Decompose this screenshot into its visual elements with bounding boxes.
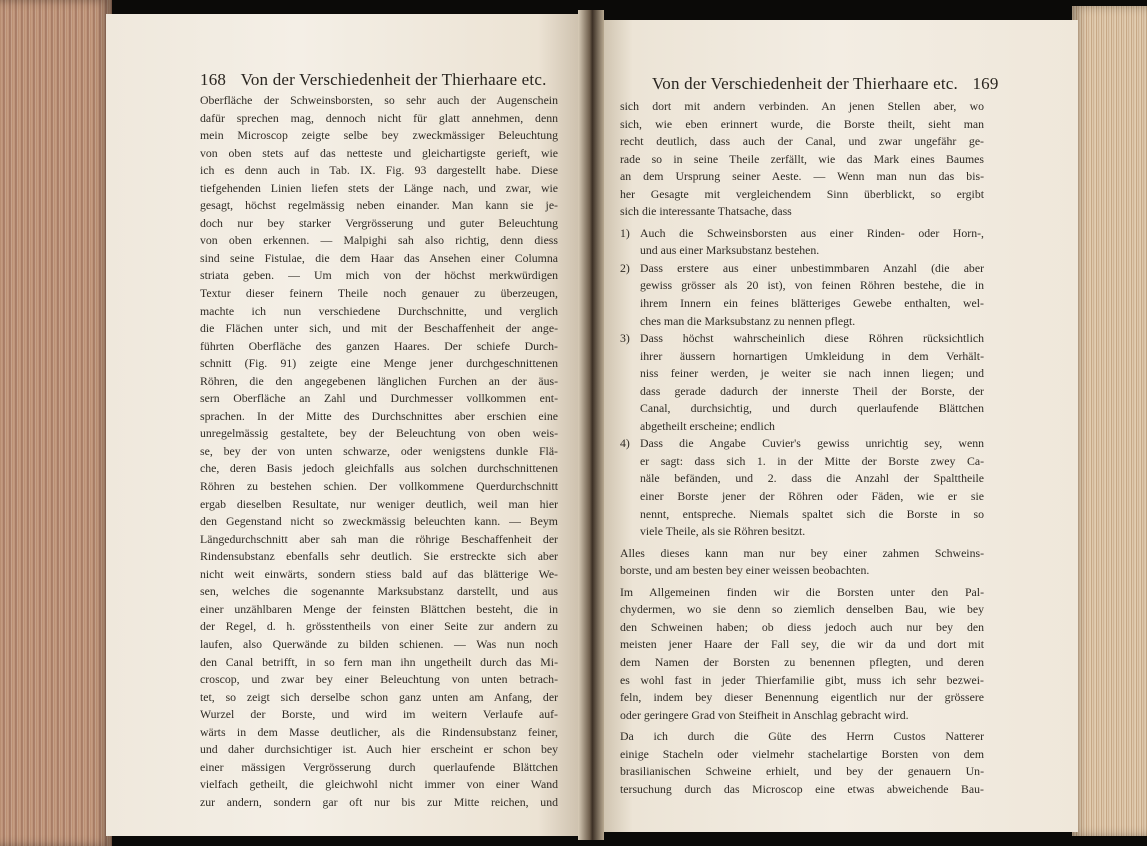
left-text-line: den Gegenstand nicht so zweckmässig beleuchten kann. — Beym [200,514,558,529]
list-item-line [620,418,984,436]
left-text-line: den Canal betrifft, in so fern man ihn ungetheilt durch das Mi- [200,654,558,669]
list-item-text: abgetheilt erscheine; endlich [640,418,775,433]
list-item-line [620,506,984,524]
list-item-line [620,295,984,313]
left-text-line: sind seine Fistulae, die dem Haar das Ansehen einer Columna [200,250,558,265]
list-item-line [620,470,984,488]
list-item-marker: 4) [620,436,630,451]
left-page-body [200,92,558,811]
list-item-line [620,523,984,541]
left-text-line: zur andern, sondern gar oft nur bis zur Mitte reichen, und [200,794,558,809]
list-item-line [620,260,984,278]
right-page-number: 169 [972,74,999,93]
left-text-line: sprachen. In der Mitte des Durchschnittes aber erschien eine [200,408,558,423]
left-text-line: von oben erkennen. — Malpighi sah also richtig, denn diess [200,233,558,248]
left-text-line: einer unzählbaren Menge der feinsten Blättchen besteht, die in [200,601,558,616]
list-item-text: ihrer äussern hornartigen Umkleidung in dem Verhält- [640,348,984,363]
right-paragraph-line: es wohl fast in jeder Thierfamilie gibt, muss ich sehr bezwei- [620,672,984,687]
left-text-line: Längedurchschnitt aber sah man die röhrige Beschaffenheit der [200,531,558,546]
left-text-line: und daher durchsichtiger ist. Auch hier erscheint er schon bey [200,742,558,757]
list-item-text: näle befänden, und 2. dass die Anzahl der Spalttheile [640,471,984,486]
list-item-text: einer Borste jener der Röhren oder Fäden, wie er sie [640,489,984,504]
right-paragraph-line: brasilianischen Schweine erhielt, und bey der genauern Un- [620,764,984,779]
left-text-line: dafür sprechen mag, dennoch nicht für glatt annehmen, denn [200,110,558,125]
right-intro-line: an dem Ursprung seiner Aeste. — Wenn man nun das bis- [620,169,984,184]
list-item-text: Dass erstere aus einer unbestimmbaren Anzahl (die aber [640,260,984,275]
left-text-line: Oberfläche der Schweinsborsten, so sehr auch der Augenschein [200,93,558,107]
left-text-line: machte ich nun verschiedene Durchschnitte, und verglich [200,303,558,318]
left-text-line: Rindensubstanz ebenfalls sehr deutlich. Sie erstreckte sich aber [200,549,558,564]
right-intro-line: sich die interessante Thatsache, dass [620,204,792,219]
list-item-line [620,435,984,453]
list-item-text: Canal, durchsichtig, und durch querlaufende Blättchen [640,401,984,416]
right-paragraph-line: Da ich durch die Güte des Herrn Custos Natterer [620,729,984,744]
left-text-line: vielfach getheilt, die gleichwohl nicht immer von einer Wand [200,777,558,792]
left-text-line: einer mässigen Vergrösserung durch querlaufende Blättchen [200,759,558,774]
left-text-line: die Flächen unter sich, und mit der Beschaffenheit der ange- [200,321,558,336]
list-item-text: er sagt: dass sich 1. in der Mitte der Borste zwey Ca- [640,453,984,468]
list-item-marker: 3) [620,331,630,346]
right-page-header-title: Von der Verschiedenheit der Thierhaare etc. [652,74,958,93]
left-text-line: Röhren, die den angegebenen länglichen Furchen an der äus- [200,373,558,388]
right-page-header [652,74,999,98]
left-page-header [200,70,547,94]
left-text-line: ergab dieselben Resultate, nur weniger deutlich, weil man hier [200,496,558,511]
left-text-line: unregelmässig gestaltete, bey der Beleuchtung von oben weis- [200,426,558,441]
list-item-text: dass gerade dadurch der innerste Theil der Borste, der [640,383,984,398]
list-item-text: ihrem Innern ein feines blätteriges Gewebe enthalten, wel- [640,296,984,311]
right-intro-line: rade so in seine Theile zerfällt, wie das Mark eines Baumes [620,151,984,166]
right-paragraph-line: chydermen, wo sie denn so ziemlich denselben Bau, wie bey [620,602,984,617]
right-intro-line: recht deutlich, dass auch der Canal, und zwar ungefähr ge- [620,134,984,149]
left-page-number: 168 [200,70,227,89]
list-item-text: ches man die Marksubstanz zu nennen pflegt. [640,313,856,328]
left-text-line: croscop, und zwar bey einer Beleuchtung von unten betrach- [200,672,558,687]
list-item-marker: 1) [620,225,630,240]
book-edge-right [1072,6,1147,836]
left-page-header-title: Von der Verschiedenheit der Thierhaare etc. [240,70,547,89]
right-paragraph-line: einige Stacheln oder vielmehr stachelartige Borsten von dem [620,746,984,761]
list-item-line [620,225,984,243]
list-item-text: und aus einer Marksubstanz bestehen. [640,243,820,258]
right-paragraph-line: dem Namen der Borsten zu benennen pflegten, und deren [620,654,984,669]
right-paragraph-line: tersuchung durch das Microscop eine etwas abweichende Bau- [620,781,984,796]
list-item-line [620,330,984,348]
left-text-line: gesagt, höchst regelmässig neben einander. Man kann sie je- [200,198,558,213]
left-text-line: tiefgehenden Linien liefen stets der Länge nach, und zwar, wie [200,180,558,195]
left-text-line: sern Oberfläche an Zahl und Durchmesser vollkommen ent- [200,391,558,406]
right-intro-line: her Gesagte mit vergleichendem Sinn überblickt, so ergibt [620,186,984,201]
left-text-line: sen, welches die sogenannte Marksubstanz darstellt, und aus [200,584,558,599]
right-paragraph-line: Alles dieses kann man nur bey einer zahmen Schweins- [620,545,984,560]
list-item-line [620,313,984,331]
list-item-text: Dass höchst wahrscheinlich diese Röhren rücksichtlich [640,331,984,346]
left-text-line: nicht weit einwärts, sondern stiess bald auf das blätterige We- [200,566,558,581]
left-text-line: laufen, also Querwände zu bilden schienen. — Was nun noch [200,636,558,651]
left-text-line: tet, so zeigt sich derselbe schon ganz unten am Anfang, der [200,689,558,704]
left-text-line: striata geben. — Um mich von der höchst merkwürdigen [200,268,558,283]
list-item-marker: 2) [620,260,630,275]
book-edge-left [0,0,112,846]
left-text-line: che, deren Basis jedoch gleichfalls aus solchen durchschnittenen [200,461,558,476]
right-paragraph-line: borste, und am besten bey einer weissen beobachten. [620,563,870,578]
right-intro-line: sich, wie eben erinnert wurde, die Borste theilt, sieht man [620,116,984,131]
list-item-text: Auch die Schweinsborsten aus einer Rinden- oder Horn-, [640,225,984,240]
left-text-line: se, bey der von unten schwarze, oder wenigstens dunkle Flä- [200,443,558,458]
list-item-line [620,242,984,260]
left-text-line: Textur dieser feinern Theile noch genauer zu überzeugen, [200,286,558,301]
left-text-line: ich es denn auch in Tab. IX. Fig. 93 dargestellt habe. Diese [200,163,558,178]
list-item-line [620,348,984,366]
right-paragraph-line: oder geringere Grad von Steifheit in Anschlag gebracht wird. [620,707,909,722]
list-item-text: gewiss grösser als 20 ist), von feinen Röhren bestehe, die in [640,278,984,293]
left-text-line: mein Microscop zeigte selbe bey zweckmässiger Beleuchtung [200,128,558,143]
left-text-line: von oben stets auf das netteste und gleichartigste gerieft, wie [200,145,558,160]
left-text-line: führten Oberfläche des ganzen Haares. Der schiefe Durch- [200,338,558,353]
list-item-line [620,453,984,471]
list-item-line [620,277,984,295]
left-text-line: wärts in dem Masse deutlicher, als die Rindensubstanz feiner, [200,724,558,739]
list-item-text: viele Theile, als sie Röhren besitzt. [640,524,806,539]
left-text-line: schnitt (Fig. 91) zeigte eine Menge jener durchgeschnittenen [200,356,558,371]
right-paragraph-line: feln, indem bey dieser Benennung eigentlich nur der grössere [620,690,984,705]
left-text-line: Röhren zu bestehen schien. Der vollkommene Querdurchschnitt [200,479,558,494]
book-gutter [578,10,604,840]
list-item-line [620,383,984,401]
right-page-body [620,98,984,798]
left-text-line: doch nur bey starker Vergrösserung und guter Beleuchtung [200,215,558,230]
right-paragraph-line: den Schweinen haben; ob diess jedoch auch nur bey den [620,619,984,634]
right-intro-line: sich dort mit andern verbinden. An jenen Stellen aber, wo [620,99,984,113]
list-item-line [620,488,984,506]
left-text-line: Wurzel der Borste, und wird im weitern Verlaufe auf- [200,707,558,722]
list-item-line [620,400,984,418]
list-item-text: nennt, entspreche. Niemals spaltet sich die Borste in so [640,506,984,521]
list-item-text: Dass die Angabe Cuvier's gewiss unrichtig sey, wenn [640,436,984,451]
left-text-line: der Regel, d. h. grösstentheils von einer Seite zur andern zu [200,619,558,634]
right-paragraph-line: Im Allgemeinen finden wir die Borsten unter den Pal- [620,584,984,599]
list-item-text: niss feiner werden, je weiter sie nach innen liegen; und [640,366,984,381]
right-paragraph-line: meisten jener Haare der Fall sey, die wir da und dort mit [620,637,984,652]
list-item-line [620,365,984,383]
